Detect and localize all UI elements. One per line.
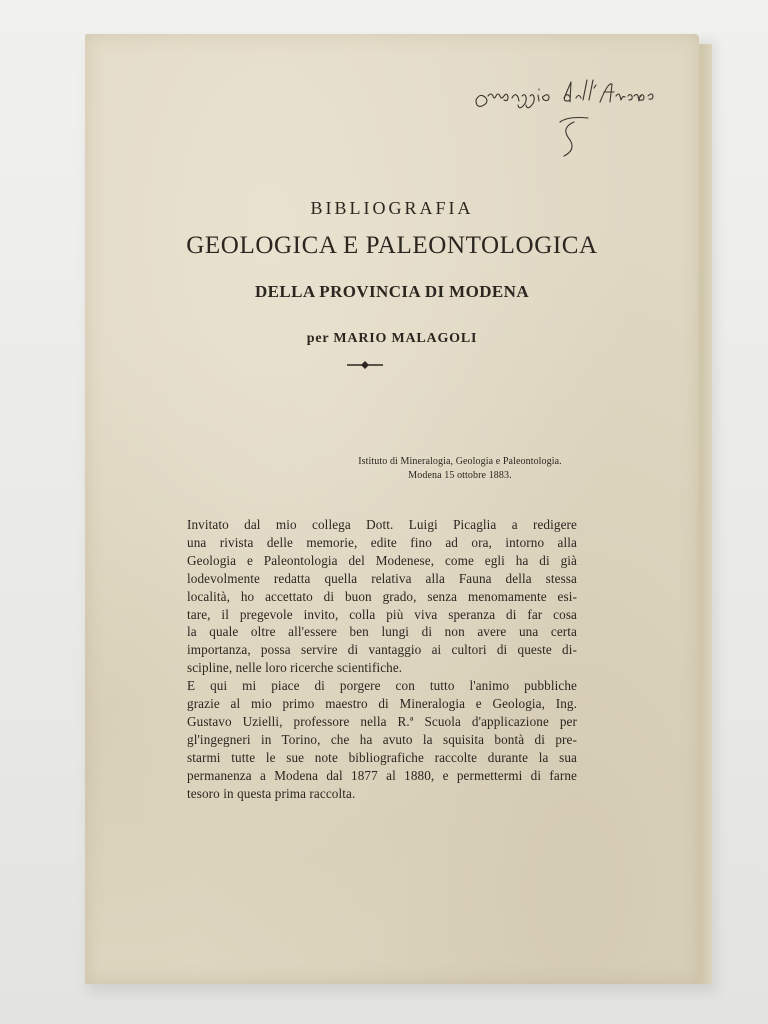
para1-line: una rivista delle memorie, edite fino ad ora, intorno alla: [187, 534, 577, 550]
para2-line: permanenza a Modena dal 1877 al 1880, e permettermi di farne: [187, 767, 577, 783]
para1-line: lodevolmente redatta quella relativa alla Fauna della stessa: [187, 570, 577, 586]
para2-line: starmi tutte le sue note bibliografiche raccolte durante la sua: [187, 749, 577, 765]
author-line: per MARIO MALAGOLI: [306, 331, 478, 346]
para2-line: E qui mi piace di porgere con tutto l'animo pubbliche: [187, 678, 577, 694]
body-text: [187, 516, 577, 803]
para1-line: la quale oltre all'essere ben lungi di non avere una certa: [187, 624, 577, 640]
para1-line: scipline, nelle loro ricerche scientifiche.: [187, 660, 403, 676]
title-line-1: BIBLIOGRAFIA: [310, 198, 474, 218]
para1-line: Invitato dal mio collega Dott. Luigi Picaglia a redigere: [187, 517, 577, 532]
title-line-3: DELLA PROVINCIA DI MODENA: [255, 282, 529, 301]
para2-line: grazie al mio primo maestro di Mineralogia e Geologia, Ing.: [187, 696, 577, 712]
para2-line: tesoro in questa prima raccolta.: [187, 785, 356, 801]
institute-line-1: Istituto di Mineralogia, Geologia e Paleontologia.: [358, 456, 562, 467]
institute-line-2: Modena 15 ottobre 1883.: [408, 470, 512, 481]
para1-line: località, ho accettato di buon grado, senza menomamente esi-: [187, 588, 577, 604]
document-page: [85, 34, 699, 984]
title-line-2: GEOLOGICA E PALEONTOLOGICA: [186, 232, 598, 259]
para2-line: gl'ingegneri in Torino, che ha avuto la squisita bontà di pre-: [187, 731, 577, 747]
para1-line: Geologia e Paleontologia del Modenese, come egli ha di già: [187, 552, 577, 568]
handwritten-dedication: [468, 78, 680, 168]
para1-line: importanza, possa servire di vantaggio ai cultori di queste di-: [187, 642, 577, 658]
ornament-divider-icon: [345, 359, 385, 371]
institute-note: [330, 455, 590, 483]
para2-line: Gustavo Uzielli, professore nella R.ª Scuola d'applicazione per: [187, 713, 577, 729]
para1-line: tare, il pregevole invito, colla più viva speranza di far cosa: [187, 606, 577, 622]
